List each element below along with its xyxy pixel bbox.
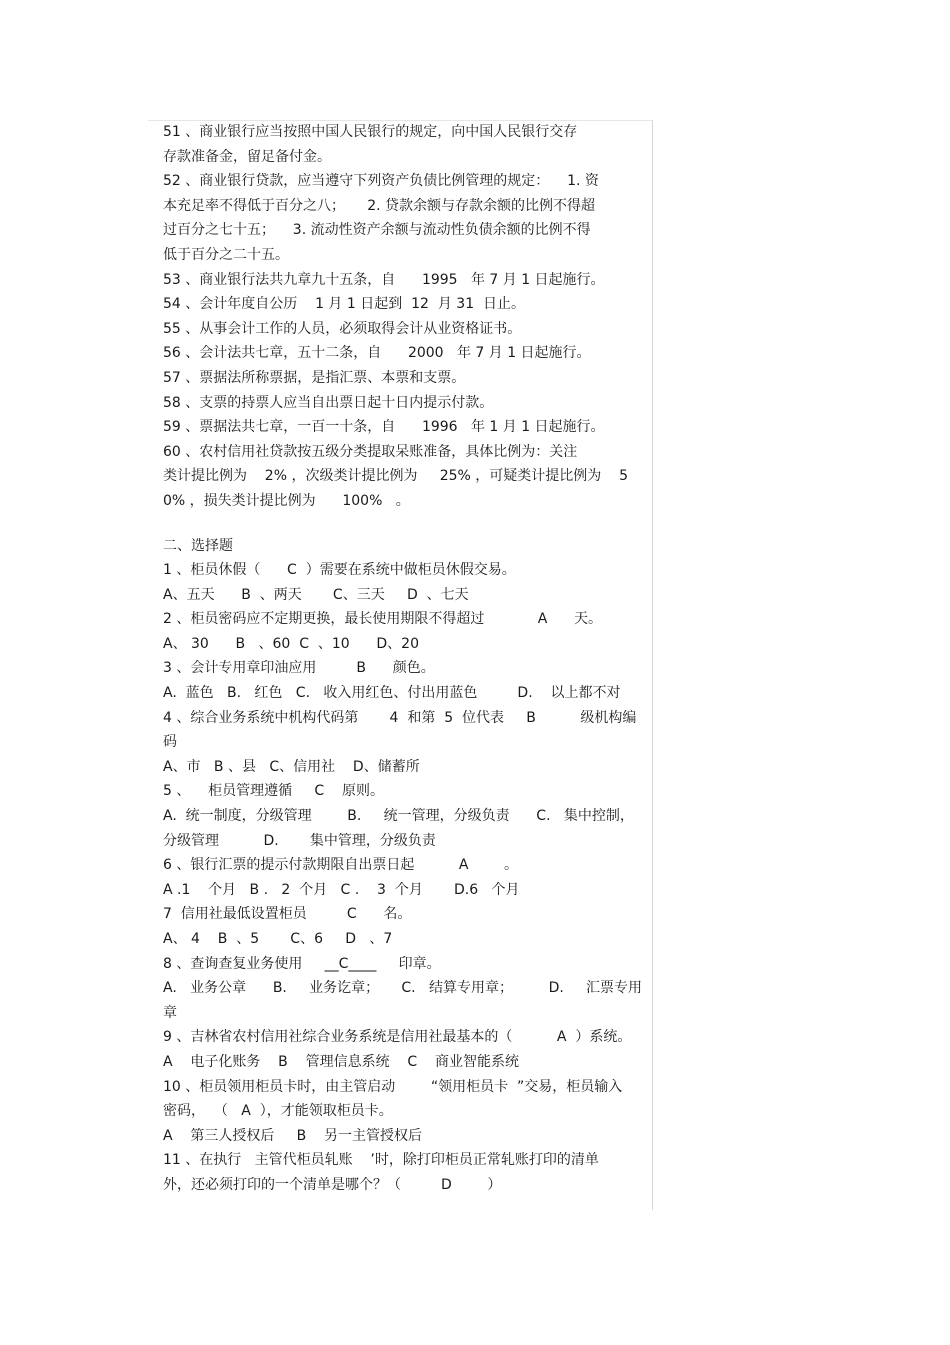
text-line: 7 信用社最低设置柜员 C 名。 bbox=[163, 906, 412, 923]
text-line: 6 、银行汇票的提示付款期限自出票日起 A 。 bbox=[163, 857, 519, 874]
text-line: 53 、商业银行法共九章九十五条，自 1995 年 7 月 1 日起施行。 bbox=[163, 271, 605, 288]
text-line: A、市 B 、县 C、信用社 D、储蓄所 bbox=[163, 758, 420, 775]
text-line: 二、选择题 bbox=[163, 537, 233, 554]
document-body bbox=[163, 120, 653, 1198]
text-line: 2 、柜员密码应不定期更换，最长使用期限不得超过 A 天。 bbox=[163, 611, 603, 628]
text-line: 类计提比例为 2% ，次级类计提比例为 25% ，可疑类计提比例为 5 bbox=[163, 468, 628, 485]
text-line: A 电子化账务 B 管理信息系统 C 商业智能系统 bbox=[163, 1053, 519, 1070]
text-line: A、 30 B 、60 C 、10 D、20 bbox=[163, 635, 419, 652]
text-line: 章 bbox=[163, 1004, 177, 1021]
text-line: 10 、柜员领用柜员卡时，由主管启动 “领用柜员卡 ”交易，柜员输入 bbox=[163, 1078, 623, 1095]
section-spacer bbox=[163, 514, 653, 534]
text-line: A、 4 B 、5 C、6 D 、7 bbox=[163, 931, 393, 947]
text-line: 58 、支票的持票人应当自出票日起十日内提示付款。 bbox=[163, 394, 494, 411]
text-line: 分级管理 D. 集中管理，分级负责 bbox=[163, 832, 436, 849]
text-line: 56 、会计法共七章，五十二条，自 2000 年 7 月 1 日起施行。 bbox=[163, 345, 591, 362]
text-line: 码 bbox=[163, 734, 177, 751]
text-line: 5 、 柜员管理遵循 C 原则。 bbox=[163, 783, 384, 800]
text-line: A. 业务公章 B. 业务讫章； C. 结算专用章； D. 汇票专用 bbox=[163, 980, 643, 997]
text-line: A、五天 B 、两天 C、三天 D 、七天 bbox=[163, 586, 469, 603]
text-line: 9 、吉林省农村信用社综合业务系统是信用社最基本的（ A ）系统。 bbox=[163, 1029, 632, 1046]
text-line: 8 、查询查复业务使用 __C____ 印章。 bbox=[163, 955, 441, 972]
text-line: 60 、农村信用社贷款按五级分类提取呆账准备，具体比例为：关注 bbox=[163, 443, 578, 460]
text-line: 低于百分之二十五。 bbox=[163, 246, 289, 263]
text-line: 54 、会计年度自公历 1 月 1 日起到 12 月 31 日止。 bbox=[163, 296, 526, 313]
text-line: 0% ，损失类计提比例为 100% 。 bbox=[163, 492, 410, 509]
text-line: 11 、在执行 主管代柜员轧账 ’时，除打印柜员正常轧账打印的清单 bbox=[163, 1152, 599, 1169]
text-line: 52 、商业银行贷款，应当遵守下列资产负债比例管理的规定： 1. 资 bbox=[163, 173, 599, 190]
text-line: 59 、票据法共七章，一百一十条，自 1996 年 1 月 1 日起施行。 bbox=[163, 419, 605, 436]
text-line: 存款准备金，留足备付金。 bbox=[163, 148, 331, 165]
text-line: 本充足率不得低于百分之八； 2. 贷款余额与存款余额的比例不得超 bbox=[163, 197, 596, 214]
text-line: 1 、柜员休假（ C ）需要在系统中做柜员休假交易。 bbox=[163, 562, 516, 579]
text-line: 51 、商业银行应当按照中国人民银行的规定，向中国人民银行交存 bbox=[163, 124, 578, 140]
text-line: 外，还必须打印的一个清单是哪个？（ D ） bbox=[163, 1176, 502, 1193]
text-line: 密码， （ A ），才能领取柜员卡。 bbox=[163, 1103, 393, 1120]
text-line: 3 、会计专用章印油应用 B 颜色。 bbox=[163, 660, 435, 677]
text-line: A .1 个月 B . 2 个月 C . 3 个月 D.6 个月 bbox=[163, 881, 520, 898]
text-line: A 第三人授权后 B 另一主管授权后 bbox=[163, 1127, 423, 1144]
text-line: A. 蓝色 B. 红色 C. 收入用红色、付出用蓝色 D. 以上都不对 bbox=[163, 685, 621, 702]
text-line: 4 、综合业务系统中机构代码第 4 和第 5 位代表 B 级机构编 bbox=[163, 709, 637, 726]
text-line: A. 统一制度，分级管理 B. 统一管理，分级负责 C. 集中控制， bbox=[163, 808, 634, 825]
text-line: 过百分之七十五； 3. 流动性资产余额与流动性负债余额的比例不得 bbox=[163, 222, 591, 239]
text-line: 57 、票据法所称票据，是指汇票、本票和支票。 bbox=[163, 369, 466, 386]
text-line: 55 、从事会计工作的人员，必须取得会计从业资格证书。 bbox=[163, 320, 522, 337]
